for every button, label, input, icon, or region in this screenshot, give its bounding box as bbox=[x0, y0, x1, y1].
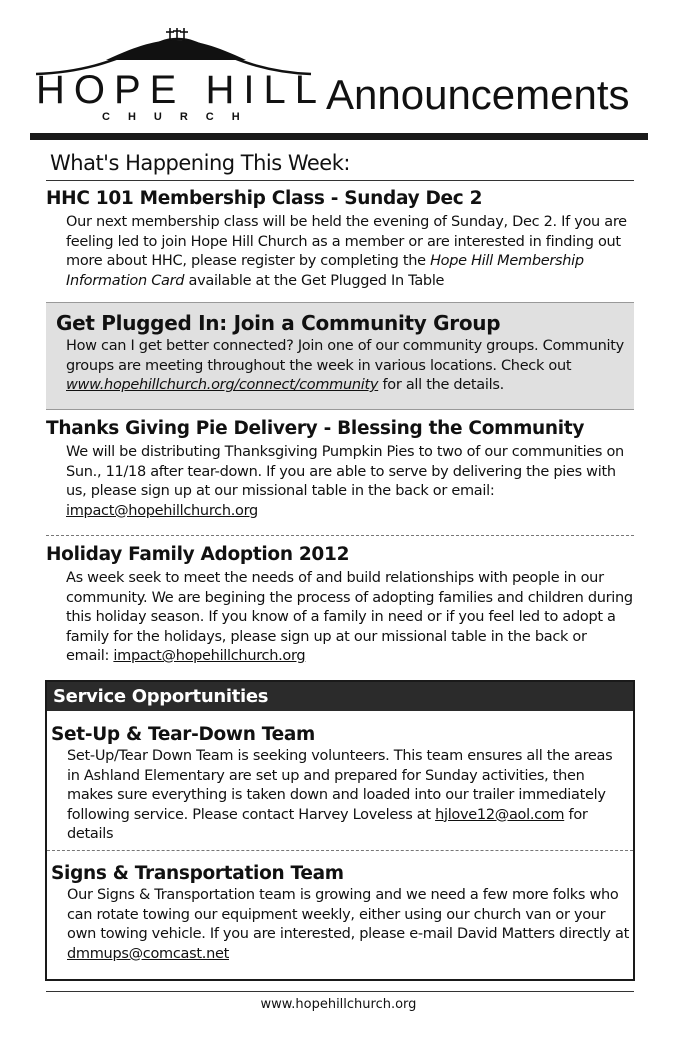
pie-delivery-section bbox=[46, 417, 634, 521]
signs-text: Our Signs & Transportation team is growing and we need a few more folks who can rotate towing our equipment weekly, either using our church van or your own towing vehicle. If you are interested, please e-mail David Matters directly at dmmups@comcast.net bbox=[67, 887, 629, 962]
signs-email-link[interactable]: dmmups@comcast.net bbox=[67, 945, 229, 962]
family-adoption-section bbox=[46, 543, 634, 667]
membership-text: Our next membership class will be held the evening of Sunday, Dec 2. If you are feeling led to join Hope Hill Church as a member or are interested in finding out more about HHC, please register by completing the Hope Hill Membership Information Card available at the Get Plugged In Table bbox=[66, 214, 627, 289]
page-header bbox=[0, 0, 677, 140]
subheading-divider bbox=[46, 180, 634, 181]
pie-heading: Thanks Giving Pie Delivery - Blessing the Community bbox=[46, 418, 585, 439]
signs-heading: Signs & Transportation Team bbox=[51, 863, 344, 884]
setup-heading: Set-Up & Tear-Down Team bbox=[51, 724, 316, 745]
community-group-section bbox=[46, 302, 634, 410]
section-divider bbox=[46, 535, 634, 536]
service-heading: Service Opportunities bbox=[47, 682, 633, 711]
signs-team-section bbox=[51, 862, 629, 964]
pie-email-link[interactable]: impact@hopehillchurch.org bbox=[66, 502, 258, 519]
page-title: Announcements bbox=[326, 71, 630, 118]
setup-text: Set-Up/Tear Down Team is seeking volunteers. This team ensures all the areas in Ashland Elementary are set up and prepared for Sunday activities, then makes sure everything is taken down and loaded into our trailer immediately following service. Please contact Harvey Loveless at hjlove12@aol.com for details bbox=[67, 748, 613, 842]
membership-heading: HHC 101 Membership Class - Sunday Dec 2 bbox=[46, 188, 483, 209]
community-link[interactable]: www.hopehillchurch.org/connect/community bbox=[66, 377, 379, 393]
setup-email-link[interactable]: hjlove12@aol.com bbox=[435, 806, 565, 823]
community-heading: Get Plugged In: Join a Community Group bbox=[56, 311, 501, 335]
pie-text: We will be distributing Thanksgiving Pumpkin Pies to two of our communities on Sun., 11/18 after tear-down. If you are able to serve by delivering the pies with us, please sign up at our missional table in the back or email: impact@hopehillchurch.org bbox=[66, 444, 624, 519]
logo-name: HOPE HILL bbox=[36, 68, 326, 112]
setup-team-section bbox=[51, 723, 629, 845]
header-divider bbox=[30, 133, 648, 140]
membership-section bbox=[46, 187, 634, 291]
footer-url[interactable]: www.hopehillchurch.org bbox=[260, 997, 417, 1012]
logo-subtitle: CHURCH bbox=[102, 111, 258, 123]
adoption-email-link[interactable]: impact@hopehillchurch.org bbox=[113, 648, 306, 664]
adoption-text: As week seek to meet the needs of and build relationships with people in our community. We are begining the process of adopting families and children during this holiday season. If you know of a family in need or if you feel led to adopt a family for the holidays, please sign up at our missional table in the back or email: impact@hopehillchurch.org bbox=[66, 570, 633, 664]
adoption-heading: Holiday Family Adoption 2012 bbox=[46, 544, 350, 565]
footer-divider bbox=[46, 991, 634, 992]
week-subheading: What's Happening This Week: bbox=[50, 151, 350, 175]
community-text: How can I get better connected? Join one of our community groups. Community groups are meeting throughout the week in various locations. Check out www.hopehillchurch.org/connect/community for all the details. bbox=[66, 338, 624, 393]
service-opportunities-box bbox=[45, 680, 635, 981]
service-divider bbox=[47, 850, 633, 851]
